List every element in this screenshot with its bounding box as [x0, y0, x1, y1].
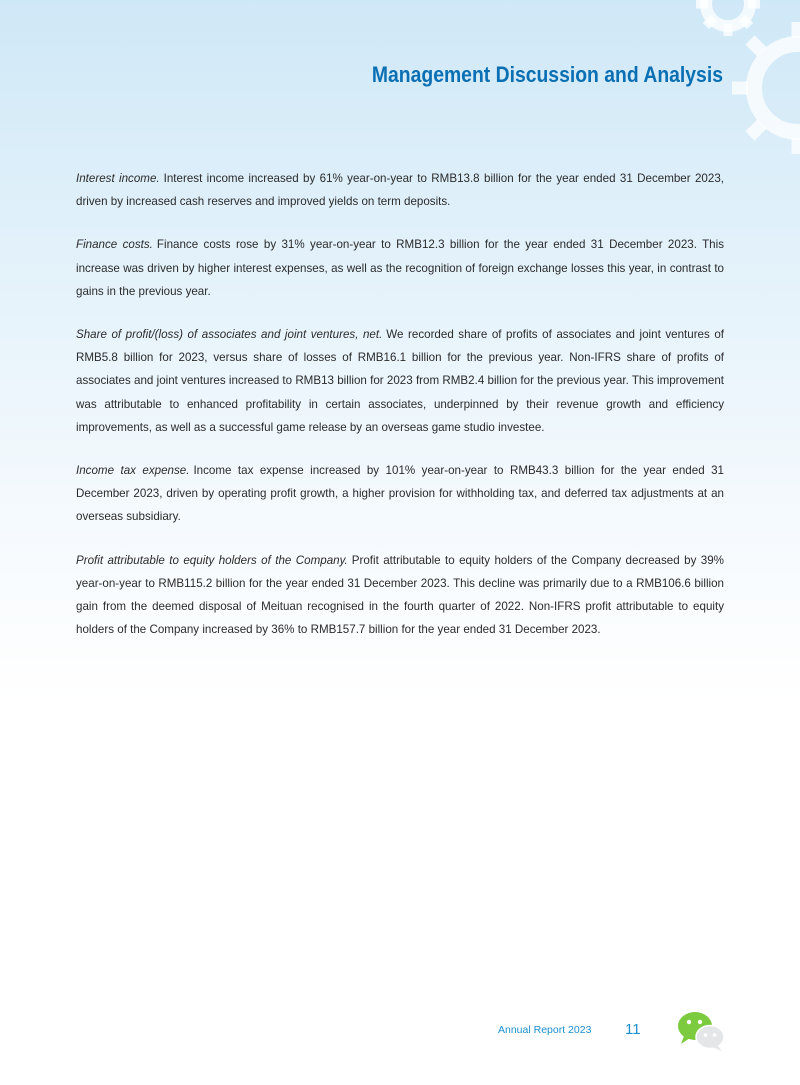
page-number: 11 [625, 1021, 641, 1038]
paragraph-share-of-profit [76, 323, 724, 439]
paragraph-text: Interest income increased by 61% year-on-year to RMB13.8 billion for the year ended 31 December 2023, driven by increased cash reserves and improved yields on term deposits. [76, 172, 724, 209]
paragraph-income-tax [76, 459, 724, 529]
paragraph-lead: Share of profit/(loss) of associates and joint ventures, net. [76, 328, 383, 342]
paragraph-lead: Interest income. [76, 172, 160, 185]
paragraph-text: Finance costs rose by 31% year-on-year to RMB12.3 billion for the year ended 31 December 2023. This increase was driven by higher interest expenses, as well as the recognition of foreign exchange losses this year, in contrast to gains in the previous year. [76, 238, 724, 298]
paragraph-profit-attributable [76, 549, 724, 642]
paragraph-text: Profit attributable to equity holders of the Company decreased by 39% year-on-year to RMB115.2 billion for the year ended 31 December 2023. This decline was primarily due to a RMB106.6 billion gain from the deemed disposal of Meituan recognised in the fourth quarter of 2022. Non-IFRS profit attributable to equity holders of the Company increased by 36% to RMB157.7 billion for the year ended 31 December 2023. [76, 553, 724, 637]
body-text [76, 167, 724, 661]
wechat-logo-icon [676, 1010, 726, 1052]
paragraph-finance-costs [76, 233, 724, 303]
paragraph-lead: Profit attributable to equity holders of the Company. [76, 553, 348, 567]
page-title: Management Discussion and Analysis [371, 62, 723, 87]
paragraph-lead: Income tax expense. [76, 464, 190, 478]
paragraph-text: We recorded share of profits of associates and joint ventures of RMB5.8 billion for 2023, versus share of losses of RMB16.1 billion for the previous year. Non-IFRS share of profits of associates and joint ventures increased to RMB13 billion for 2023 from RMB2.4 billion for the previous year. This improvement was attributable to enhanced profitability in certain associates, underpinned by their revenue growth and efficiency improvements, as well as a successful game release by an overseas game studio investee. [76, 328, 724, 434]
footer-report-label: Annual Report 2023 [498, 1024, 592, 1036]
paragraph-text: Income tax expense increased by 101% year-on-year to RMB43.3 billion for the year ended 31 December 2023, driven by operating profit growth, a higher provision for withholding tax, and deferred tax adjustments at an overseas subsidiary. [76, 464, 724, 524]
paragraph-lead: Finance costs. [76, 238, 153, 252]
paragraph-interest-income [76, 167, 724, 213]
